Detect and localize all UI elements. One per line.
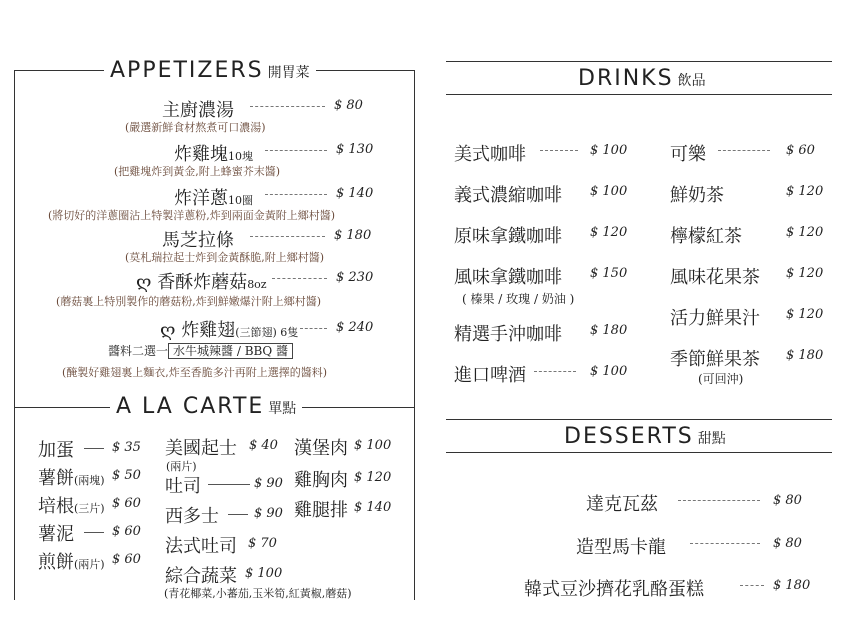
drink-price: $ 120 — [786, 307, 824, 322]
appetizer-price: $ 130 — [336, 142, 374, 157]
appetizer-price: $ 80 — [334, 98, 363, 113]
a-la-carte-header — [110, 394, 302, 419]
carte-price: $ 120 — [354, 470, 392, 485]
carte-price: $ 40 — [249, 438, 278, 453]
left-panel-border-left — [14, 70, 15, 600]
drinks-rule-bottom — [446, 94, 832, 95]
appetizer-note: (蘑菇裏上特別製作的蘑菇粉,炸到鮮嫩爆汁附上鄉村醬) — [56, 295, 322, 308]
carte-price: $ 35 — [112, 440, 141, 455]
appetizer-note: (將切好的洋蔥圈沾上特製洋蔥粉,炸到兩面金黃附上鄉村醬) — [48, 209, 336, 222]
appetizers-title-zh: 開胃菜 — [267, 65, 310, 81]
desserts-header — [564, 424, 726, 449]
dessert-name: 達克瓦茲 — [586, 494, 658, 515]
appetizer-price: $ 240 — [336, 320, 374, 335]
dessert-price: $ 80 — [773, 493, 802, 508]
carte-name: 美國起士 — [165, 438, 237, 459]
appetizer-note: (莫札瑞拉起士炸到金黃酥脆,附上鄉村醬) — [125, 251, 325, 264]
appetizers-header — [104, 58, 316, 83]
sauce-label: 醬料二選一 — [108, 344, 169, 358]
appetizer-price: $ 180 — [334, 228, 372, 243]
drink-price: $ 120 — [786, 184, 824, 199]
drinks-rule-top — [446, 61, 832, 62]
carte-sub: (青花椰菜,小蕃茄,玉米筍,紅黃椒,蘑菇) — [164, 587, 352, 600]
appetizer-note: (醃製好雞翅裏上麵衣,炸至香脆多汁再附上選擇的醬料) — [62, 366, 328, 379]
drink-name: 進口啤酒 — [454, 365, 526, 386]
appetizer-price: $ 230 — [336, 270, 374, 285]
carte-price: $ 60 — [112, 524, 141, 539]
carte-name: 西多士 — [165, 506, 219, 527]
sauce-choice — [108, 342, 293, 359]
drink-price: $ 100 — [590, 364, 628, 379]
a-la-carte-title-zh: 單點 — [268, 401, 297, 417]
carte-price: $ 90 — [254, 506, 283, 521]
carte-name: 漢堡肉 — [294, 438, 348, 459]
carte-name: 煎餅(兩片) — [38, 552, 105, 573]
drink-name: 義式濃縮咖啡 — [454, 185, 562, 206]
carte-price: $ 100 — [354, 438, 392, 453]
drinks-title: DRINKS — [578, 66, 674, 91]
appetizer-name: 主廚濃湯 — [162, 100, 234, 121]
carte-name: 加蛋 — [38, 440, 74, 461]
carte-price: $ 60 — [112, 552, 141, 567]
drink-name: 季節鮮果茶 — [670, 349, 760, 370]
drink-name: 風味花果茶 — [670, 267, 760, 288]
desserts-rule-bottom — [446, 452, 832, 453]
carte-name: 法式吐司 — [165, 536, 237, 557]
desserts-title: DESSERTS — [564, 424, 694, 449]
dessert-price: $ 80 — [773, 536, 802, 551]
appetizer-name: 炸雞塊10塊 — [174, 144, 253, 165]
drink-name: 可樂 — [670, 144, 706, 165]
desserts-title-zh: 甜點 — [697, 431, 726, 447]
drinks-title-zh: 飲品 — [677, 73, 706, 89]
drink-price: $ 100 — [590, 143, 628, 158]
carte-sub: (兩片) — [166, 460, 197, 473]
drink-price: $ 120 — [590, 225, 628, 240]
carte-price: $ 50 — [112, 468, 141, 483]
drinks-header — [578, 66, 706, 91]
carte-price: $ 90 — [254, 476, 283, 491]
carte-name: 薯餅(兩塊) — [38, 468, 105, 489]
drink-price: $ 100 — [590, 184, 628, 199]
drink-price: $ 180 — [590, 323, 628, 338]
drink-name: 鮮奶茶 — [670, 185, 724, 206]
drink-name: 原味拿鐵咖啡 — [454, 226, 562, 247]
a-la-carte-title: A LA CARTE — [116, 394, 265, 419]
appetizer-price: $ 140 — [336, 186, 374, 201]
carte-name: 綜合蔬菜 — [165, 566, 237, 587]
left-panel-border-right — [414, 70, 415, 600]
drink-price: $ 60 — [786, 143, 815, 158]
desserts-rule-top — [446, 419, 832, 420]
carte-name: 培根(三片) — [38, 496, 105, 517]
dessert-name: 造型馬卡龍 — [576, 537, 666, 558]
carte-name: 雞腿排 — [294, 500, 348, 521]
appetizer-note: (嚴選新鮮食材熬煮可口濃湯) — [125, 121, 266, 134]
drink-sub: ( 榛果 / 玫瑰 / 奶油 ) — [462, 292, 575, 306]
appetizer-name: ღ 香酥炸蘑菇8oz — [136, 272, 267, 293]
carte-price: $ 100 — [245, 566, 283, 581]
drink-price: $ 150 — [590, 266, 628, 281]
appetizer-name: 炸洋蔥10圈 — [174, 188, 253, 209]
drink-price: $ 120 — [786, 266, 824, 281]
carte-name: 雞胸肉 — [294, 470, 348, 491]
carte-price: $ 140 — [354, 500, 392, 515]
dessert-price: $ 180 — [773, 578, 811, 593]
drink-name: 精選手沖咖啡 — [454, 324, 562, 345]
dessert-name: 韓式豆沙擠花乳酪蛋糕 — [524, 579, 704, 600]
drink-sub: (可回沖) — [698, 372, 744, 386]
drink-name: 美式咖啡 — [454, 144, 526, 165]
appetizer-name: 馬芝拉條 — [162, 230, 234, 251]
sauce-options: 水牛城辣醬 / BBQ 醬 — [168, 343, 293, 359]
appetizers-title: APPETIZERS — [110, 58, 264, 83]
drink-price: $ 120 — [786, 225, 824, 240]
drink-name: 活力鮮果汁 — [670, 308, 760, 329]
appetizer-note: (把雞塊炸到黃金,附上蜂蜜芥末醬) — [114, 165, 281, 178]
carte-name: 吐司 — [165, 476, 201, 497]
drink-name: 檸檬紅茶 — [670, 226, 742, 247]
carte-price: $ 70 — [248, 536, 277, 551]
drink-price: $ 180 — [786, 348, 824, 363]
drink-name: 風味拿鐵咖啡 — [454, 267, 562, 288]
appetizer-name: ღ 炸雞翅(三節翅) 6隻 — [160, 320, 299, 341]
carte-price: $ 60 — [112, 496, 141, 511]
carte-name: 薯泥 — [38, 524, 74, 545]
